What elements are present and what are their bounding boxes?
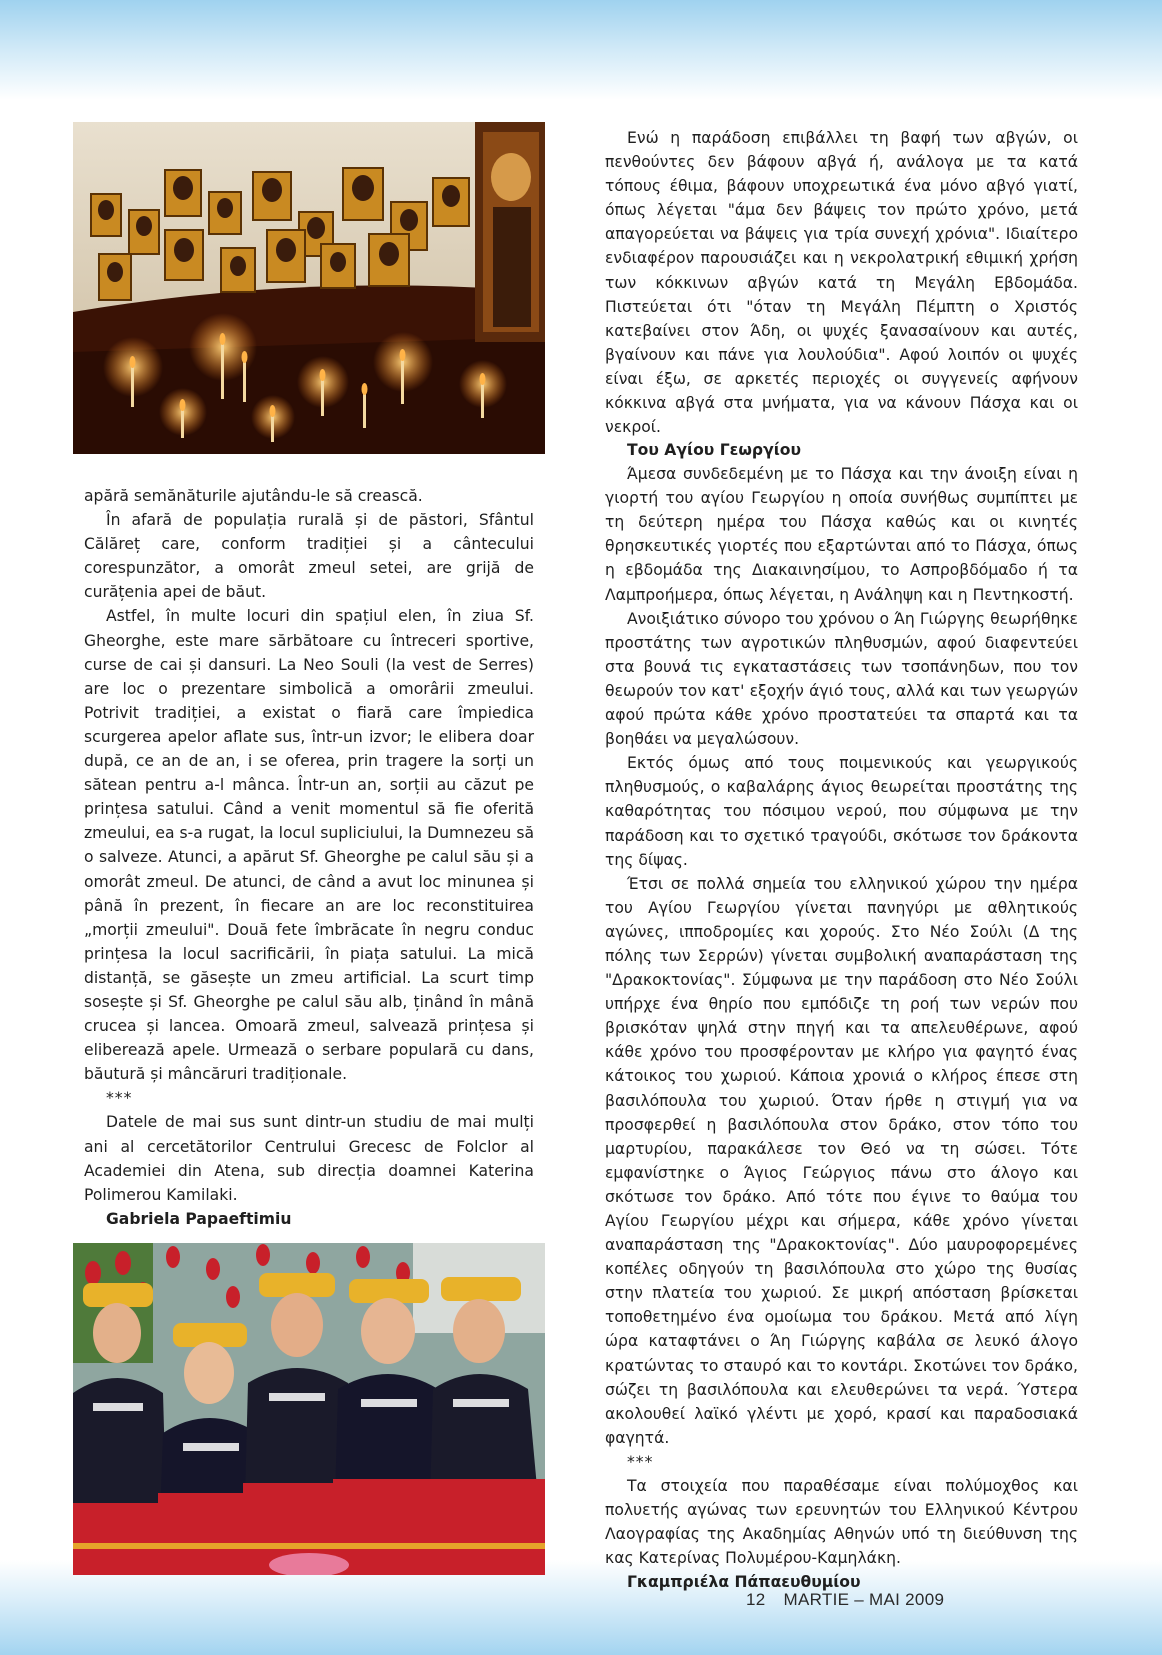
author-name: Gabriela Papaeftimiu — [106, 1209, 292, 1228]
right-column-bottom — [605, 438, 1078, 1595]
page-number: 12 — [746, 1590, 766, 1609]
article-paragraph: În afară de populația rurală și de păstori, Sfântul Călăreț care, conform tradiției și a cântecului corespunzător, a omorât zmeul setei, are grijă de curățenia apei de băut. — [84, 511, 534, 602]
top-gradient-band — [0, 0, 1162, 100]
article-paragraph: apără semănăturile ajutându-le să crească. — [84, 487, 423, 505]
left-column — [84, 484, 534, 1231]
article-paragraph: Ανοιξιάτικο σύνορο του χρόνου ο Άη Γιώργης θεωρήθηκε προστάτης των αγροτικών πληθυσμών, αφού διαφεντεύει στα βουνά τις εγκαταστάσεις των τσοπάνηδων, που τον θεωρούν τον κατ' εξοχήν άγιό τους, αλλά και των γεωργών αφού πρώτα κάθε χρόνο προστατεύει τα σπαρτά και τα βοηθάει να μεγαλώσουν. — [605, 609, 1078, 749]
article-paragraph: Datele de mai sus sunt dintr-un studiu de mai mulți ani al cercetătorilor Centrului Grecesc de Folclor al Academiei din Atena, sub direcția doamnei Katerina Polimerou Kamilaki. — [84, 1113, 534, 1204]
article-paragraph: Έτσι σε πολλά σημεία του ελληνικού χώρου την ημέρα του Αγίου Γεωργίου γίνεται πανηγύρι με αθλητικούς αγώνες, ιπποδρομίες και χορούς. Στο Νέο Σούλι (Δ της πόλης των Σερρών) γίνεται συμβολική αναπαράσταση της "Δρακοκτονίας". Σύμφωνα με την παράδοση στο Νέο Σούλι υπήρχε ένα θηρίο που εμπόδιζε τη ροή των νερών που βρισκόταν ψηλά στην πηγή και τα απελευθέρωνε, αφού κάθε χρόνο του προσφέρονταν με κλήρο για φαγητό ένας κάτοικος του χωριού. Κάποια χρονιά ο κλήρος έπεσε στη βασιλόπουλα του χωριού. Όταν ήρθε η στιγμή για να προσφερθεί η βασιλόπουλα στον δράκο, στον τόπο του μαρτυρίου, παρακάλεσε τον Θεό να τη σώσει. Τότε εμφανίστηκε ο Άγιος Γεώργιος πάνω στο άλογο και σκότωσε τον δράκο. Από τότε που έγινε το θαύμα του Αγίου Γεωργίου μέχρι και σήμερα, κάθε χρόνο γίνεται αναπαράσταση της "Δρακοκτονίας". Δύο μαυροφορεμένες κοπέλες οδηγούν τη βασιλόπουλα στο χώρο της θυσίας στην πλατεία του χωριού. Σε μικρή απόσταση βρίσκεται τοποθετημένο ένα ομοίωμα του δράκου. Μετά από λίγη ώρα καταφτάνει ο Άη Γιώργης καβάλα σε λευκό άλογο κρατώντας το σταυρό και το κοντάρι. Σκοτώνει τον δράκο, σώζει τη βασιλόπουλα και ελευθερώνει τα νερά. Ύστερα ακολουθεί λαϊκό γλέντι με χορό, κρασί και παραδοσιακά φαγητά. — [605, 874, 1078, 1447]
church-icons-photo — [73, 122, 545, 454]
article-paragraph: Ενώ η παράδοση επιβάλλει τη βαφή των αβγών, οι πενθούντες δεν βάφουν αβγά ή, ανάλογα με τα κατά τόπους έθιμα, βάφουν υποχρεωτικά ένα μόνο αβγό γιατί, όπως λέγεται "άμα δεν βάψεις τον πρώτο χρόνο, μετά απαγορεύεται να βάψεις για τρία συνεχή χρόνια". Ιδιαίτερο ενδιαφέρον παρουσιάζει και η νεκρολατρική εθιμική χρήση των κόκκινων αβγών κατά τη Μεγάλη Εβδομάδα. Πιστεύεται ότι "όταν τη Μεγάλη Πέμπτη ο Χριστός κατεβαίνει στον Άδη, οι ψυχές ξανασαίνουν και αυτές, βγαίνουν και πάνε για λουλούδια". Αφού λοιπόν οι ψυχές είναι έξω, σε αρκετές περιοχές οι συγγενείς αφήνουν κόκκινα αβγά στα μνήματα, για να κάνουν Πάσχα και οι νεκροί. — [605, 129, 1078, 437]
issue-date: MARTIE – MAI 2009 — [783, 1590, 945, 1609]
girls-costume-photo — [73, 1243, 545, 1575]
section-heading: Του Αγίου Γεωργίου — [627, 441, 802, 459]
section-separator: *** — [106, 1089, 133, 1108]
page-footer — [746, 1590, 944, 1610]
right-column-top — [605, 126, 1078, 439]
section-separator: *** — [627, 1452, 654, 1471]
article-paragraph: Τα στοιχεία που παραθέσαμε είναι πολύμοχθος και πολυετής αγώνας των ερευνητών του Ελληνικού Κέντρου Λαογραφίας της Ακαδημίας Αθηνών υπό τη διεύθυνση της κας Κατερίνας Πολυμέρου-Καμηλάκη. — [605, 1477, 1078, 1568]
article-paragraph: Astfel, în multe locuri din spațiul elen, în ziua Sf. Gheorghe, este mare sărbătoare cu întreceri sportive, curse de cai și dansuri. La Neo Souli (la vest de Serres) are loc o prezentare simbolică a omorârii zmeului. Potrivit tradiției, a existat o fiară care împiedica scurgerea apelor aflate sus, într-un izvor; le elibera doar după, ce an de an, i se oferea, prin tragere la sorți un sătean pentru a-l mânca. Într-un an, sorții au căzut pe prințesa satului. Când a venit momentul să fie oferită zmeului, ea s-a rugat, la locul supliciului, la Dumnezeu să o salveze. Atunci, a apărut Sf. Gheorghe pe calul său și a omorât zmeul. De atunci, de când a avut loc minunea și până în prezent, în fiecare an are loc reconstituirea „morții zmeului". Două fete îmbrăcate în negru conduc prințesa la locul sacrificării, în piața satului. La mică distanță, se găsește un zmeu artificial. La scurt timp sosește și Sf. Gheorghe pe calul său alb, ținând în mână crucea și lancea. Omoară zmeul, salvează prințesa și eliberează apele. Urmează o serbare populară cu dans, băutură și mâncăruri tradiționale. — [84, 607, 534, 1084]
article-paragraph: Άμεσα συνδεδεμένη με το Πάσχα και την άνοιξη είναι η γιορτή του αγίου Γεωργίου η οποία συνήθως συμπίπτει με τη δεύτερη ημέρα του Πάσχα καθώς και οι κινητές θρησκευτικές γιορτές που εξαρτώνται από το Πάσχα, όπως η εβδομάδα της Διακαινησίμου, το Ασπροβδόμαδο ή τα Λαμπροήμερα, όπως λέγεται, η Ανάληψη και η Πεντηκοστή. — [605, 465, 1078, 604]
article-paragraph: Εκτός όμως από τους ποιμενικούς και γεωργικούς πληθυσμούς, ο καβαλάρης άγιος θεωρείται προστάτης της καθαρότητας του πόσιμου νερού, που σύμφωνα με την παράδοση και το σχετικό τραγούδι, σκότωσε τον δράκοντα της δίψας. — [605, 754, 1078, 869]
author-name: Γκαμπριέλα Πάπαευθυμίου — [627, 1573, 861, 1592]
